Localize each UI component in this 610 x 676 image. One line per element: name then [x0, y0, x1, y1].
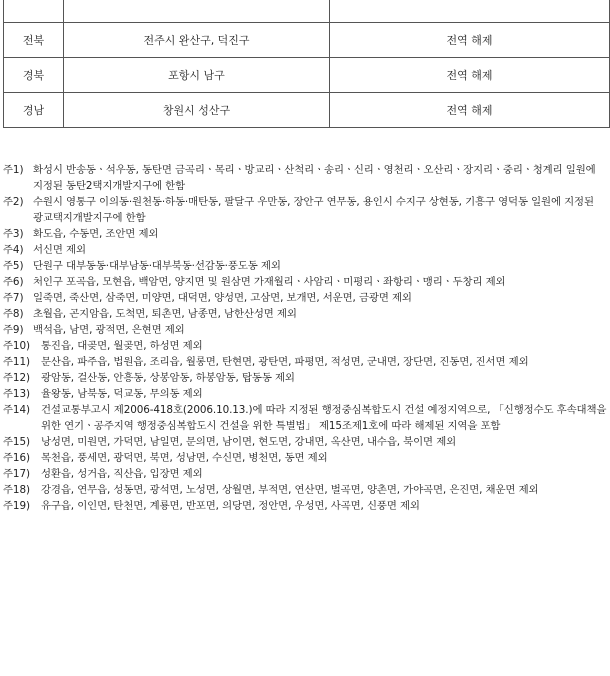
footnote-label: 주9)	[3, 324, 24, 336]
status-cell	[330, 0, 610, 23]
area-cell: 포항시 남구	[64, 58, 330, 93]
footnote-label: 주15)	[3, 436, 30, 448]
footnote-label: 주18)	[3, 484, 30, 496]
region-cell: 경남	[4, 93, 64, 128]
region-cell	[4, 0, 64, 23]
footnote-label: 주6)	[3, 276, 24, 288]
status-cell: 전역 해제	[330, 58, 610, 93]
footnote-text: 단원구 대부동동·대부남동·대부북동·선감동·풍도동 제외	[33, 260, 281, 272]
regulated-area-table	[3, 0, 610, 128]
footnote-label: 주10)	[3, 340, 30, 352]
footnote	[3, 466, 607, 482]
area-cell: 창원시 성산구	[64, 93, 330, 128]
footnote-label: 주4)	[3, 244, 24, 256]
footnote	[3, 274, 607, 290]
footnote-text: 화도읍, 수동면, 조안면 제외	[33, 228, 159, 240]
footnote-label: 주12)	[3, 372, 30, 384]
area-cell: 전주시 완산구, 덕진구	[64, 23, 330, 58]
footnote-text: 초월읍, 곤지암읍, 도척면, 퇴촌면, 남종면, 남한산성면 제외	[33, 308, 297, 320]
status-cell: 전역 해제	[330, 93, 610, 128]
region-cell: 전북	[4, 23, 64, 58]
table-row	[4, 93, 610, 128]
footnote-label: 주14)	[3, 404, 30, 416]
footnote-text: 문산읍, 파주읍, 법원읍, 조리읍, 월롱면, 탄현면, 광탄면, 파평면, 적성면, 군내면, 장단면, 진동면, 진서면 제외	[41, 356, 529, 368]
footnote-text: 수원시 영통구 이의동·원천동·하동·매탄동, 팔달구 우만동, 장안구 연무동, 용인시 수지구 상현동, 기흥구 영덕동 일원에 지정된 광교택지개발지구에 한함	[33, 196, 594, 224]
footnote-text: 성환읍, 성거읍, 직산읍, 입장면 제외	[41, 468, 203, 480]
footnote-text: 유구읍, 이인면, 탄천면, 계룡면, 반포면, 의당면, 정안면, 우성면, 사곡면, 신풍면 제외	[41, 500, 420, 512]
footnote-text: 낭성면, 미원면, 가덕면, 남일면, 문의면, 남이면, 현도면, 강내면, 옥산면, 내수읍, 북이면 제외	[41, 436, 457, 448]
footnote	[3, 498, 607, 514]
footnote-text: 건설교통부고시 제2006-418호(2006.10.13.)에 따라 지정된 행정중심복합도시 건설 예정지역으로, 「신행정수도 후속대책을 위한 연기ㆍ공주지역 행정중심복합도시 건설을 위한 특별법」 제15조제1호에 따라 해제된 지역을 포함	[41, 404, 607, 432]
footnote	[3, 322, 607, 338]
footnotes	[3, 162, 607, 514]
footnote	[3, 482, 607, 498]
footnote	[3, 242, 607, 258]
footnote-text: 백석읍, 남면, 광적면, 은현면 제외	[33, 324, 185, 336]
footnote-label: 주16)	[3, 452, 30, 464]
footnote-text: 서신면 제외	[33, 244, 86, 256]
footnote-label: 주11)	[3, 356, 30, 368]
footnote-text: 일죽면, 죽산면, 삼죽면, 미양면, 대덕면, 양성면, 고삼면, 보개면, 서운면, 금광면 제외	[33, 292, 412, 304]
footnote	[3, 226, 607, 242]
footnote	[3, 306, 607, 322]
table-row	[4, 58, 610, 93]
footnote-text: 처인구 포곡읍, 모현읍, 백암면, 양지면 및 원삼면 가재월리ㆍ사암리ㆍ미평리ㆍ좌항리ㆍ맹리ㆍ두창리 제외	[33, 276, 506, 288]
footnote-label: 주19)	[3, 500, 30, 512]
area-cell	[64, 0, 330, 23]
footnote-text: 강경읍, 연무읍, 성동면, 광석면, 노성면, 상월면, 부적면, 연산면, 벌곡면, 양촌면, 가야곡면, 은진면, 채운면 제외	[41, 484, 539, 496]
footnote	[3, 354, 607, 370]
footnote-label: 주2)	[3, 196, 24, 208]
footnote-label: 주3)	[3, 228, 24, 240]
footnote-text: 목천읍, 풍세면, 광덕면, 북면, 성남면, 수신면, 병천면, 동면 제외	[41, 452, 328, 464]
footnote	[3, 450, 607, 466]
footnote	[3, 434, 607, 450]
footnote	[3, 258, 607, 274]
footnote-text: 통진읍, 대곶면, 월곶면, 하성면 제외	[41, 340, 203, 352]
footnote-text: 광암동, 걸산동, 안흥동, 상봉암동, 하봉암동, 탑동동 제외	[41, 372, 295, 384]
footnote-label: 주5)	[3, 260, 24, 272]
footnote	[3, 402, 607, 434]
footnote	[3, 290, 607, 306]
footnote	[3, 194, 607, 226]
footnote	[3, 370, 607, 386]
table-row	[4, 0, 610, 23]
footnote	[3, 162, 607, 194]
footnote-label: 주7)	[3, 292, 24, 304]
footnote-label: 주8)	[3, 308, 24, 320]
footnote-label: 주17)	[3, 468, 30, 480]
status-cell: 전역 해제	[330, 23, 610, 58]
table-row	[4, 23, 610, 58]
footnote	[3, 338, 607, 354]
footnote-label: 주13)	[3, 388, 30, 400]
footnote-text: 화성시 반송동ㆍ석우동, 동탄면 금곡리ㆍ목리ㆍ방교리ㆍ산척리ㆍ송리ㆍ신리ㆍ영천리ㆍ오산리ㆍ장지리ㆍ중리ㆍ청계리 일원에 지정된 동탄2택지개발지구에 한함	[33, 164, 596, 192]
region-cell: 경북	[4, 58, 64, 93]
footnote	[3, 386, 607, 402]
footnote-text: 율왕동, 남북동, 덕교동, 무의동 제외	[41, 388, 203, 400]
footnote-label: 주1)	[3, 164, 24, 176]
